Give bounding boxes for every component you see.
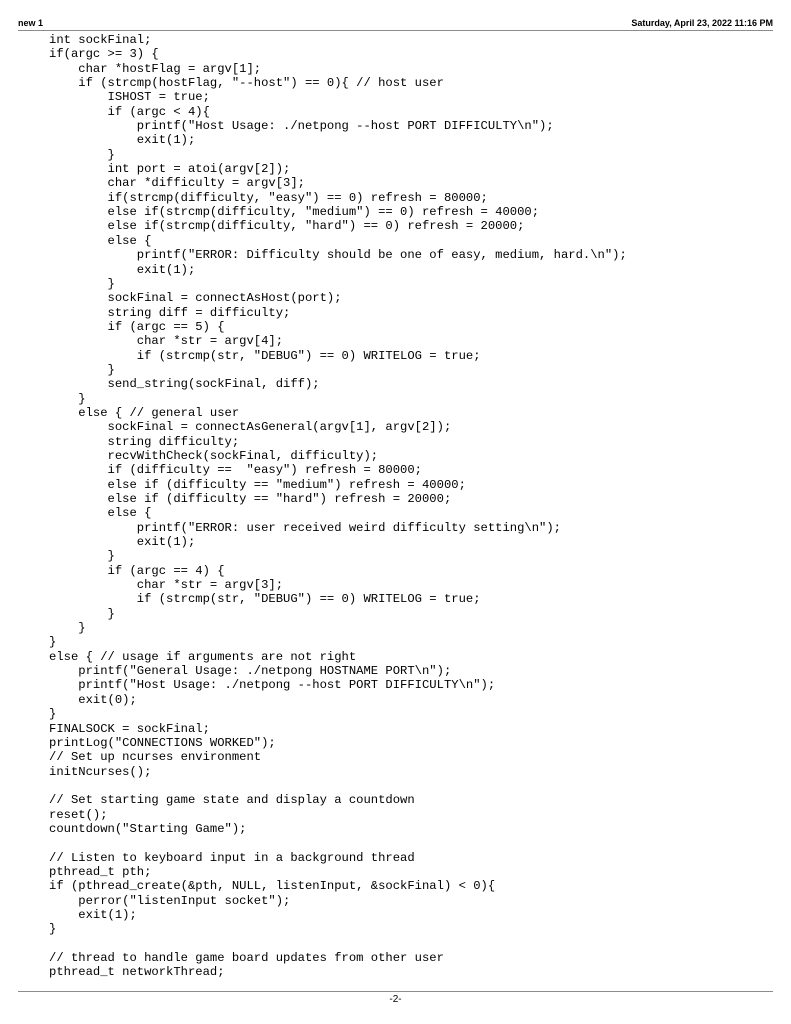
code-line: FINALSOCK = sockFinal;	[49, 721, 210, 736]
code-line: }	[49, 147, 115, 162]
code-listing	[49, 33, 627, 980]
code-line: if (argc < 4){	[49, 104, 210, 119]
code-line: }	[49, 391, 86, 406]
code-line: printf("ERROR: user received weird difficulty setting\n");	[49, 520, 561, 535]
code-line: send_string(sockFinal, diff);	[49, 377, 320, 392]
code-line: printf("Host Usage: ./netpong --host PORT DIFFICULTY\n");	[49, 119, 554, 134]
code-line: // Set starting game state and display a countdown	[49, 793, 415, 808]
code-line: char *str = argv[3];	[49, 578, 284, 593]
code-line: string difficulty;	[49, 434, 240, 449]
code-line: char *str = argv[4];	[49, 334, 284, 349]
code-line: }	[49, 707, 57, 722]
code-line: else { // general user	[49, 405, 240, 420]
code-line: sockFinal = connectAsGeneral(argv[1], argv[2]);	[49, 420, 452, 435]
code-line: }	[49, 606, 115, 621]
page-header	[18, 16, 773, 30]
code-line: pthread_t pth;	[49, 864, 152, 879]
code-line: else { // usage if arguments are not right	[49, 649, 357, 664]
code-line: printf("Host Usage: ./netpong --host PORT DIFFICULTY\n");	[49, 678, 496, 693]
header-divider	[18, 30, 773, 31]
code-line	[49, 779, 627, 793]
code-line: int port = atoi(argv[2]);	[49, 162, 291, 177]
print-datetime: Saturday, April 23, 2022 11:16 PM	[631, 18, 773, 28]
code-line: string diff = difficulty;	[49, 305, 291, 320]
code-line: printLog("CONNECTIONS WORKED");	[49, 735, 276, 750]
code-line: }	[49, 549, 115, 564]
code-line: pthread_t networkThread;	[49, 965, 225, 980]
code-line: recvWithCheck(sockFinal, difficulty);	[49, 448, 379, 463]
code-line: // thread to handle game board updates from other user	[49, 951, 444, 965]
code-line: }	[49, 276, 115, 291]
code-line: perror("listenInput socket");	[49, 893, 291, 908]
code-line: if (argc == 5) {	[49, 319, 225, 334]
code-line: exit(0);	[49, 692, 137, 707]
code-line: // Set up ncurses environment	[49, 750, 262, 765]
code-line: char *hostFlag = argv[1];	[49, 61, 262, 76]
code-line: exit(1);	[49, 262, 196, 277]
code-line: if (pthread_create(&pth, NULL, listenInput, &sockFinal) < 0){	[49, 879, 496, 894]
code-line: if (strcmp(str, "DEBUG") == 0) WRITELOG = true;	[49, 348, 481, 363]
code-line: if(strcmp(difficulty, "easy") == 0) refresh = 80000;	[49, 190, 488, 205]
code-line: if (strcmp(str, "DEBUG") == 0) WRITELOG = true;	[49, 592, 481, 607]
code-line: else {	[49, 233, 152, 248]
code-line: countdown("Starting Game");	[49, 821, 247, 836]
code-line: sockFinal = connectAsHost(port);	[49, 291, 342, 306]
code-line: initNcurses();	[49, 764, 152, 779]
code-line	[49, 937, 627, 951]
code-line: if (difficulty == "easy") refresh = 80000;	[49, 463, 422, 478]
code-line: printf("ERROR: Difficulty should be one of easy, medium, hard.\n");	[49, 248, 627, 263]
page-number: -2-	[389, 994, 402, 1005]
code-line: }	[49, 362, 115, 377]
file-name: new 1	[18, 18, 44, 28]
code-line: printf("General Usage: ./netpong HOSTNAME PORT\n");	[49, 664, 452, 679]
code-line: exit(1);	[49, 535, 196, 550]
code-line: }	[49, 621, 86, 636]
code-line: exit(1);	[49, 907, 137, 922]
code-line: else if (difficulty == "medium") refresh = 40000;	[49, 477, 466, 492]
code-line: else if (difficulty == "hard") refresh = 20000;	[49, 492, 452, 506]
code-line: else if(strcmp(difficulty, "hard") == 0) refresh = 20000;	[49, 219, 525, 234]
code-line: int sockFinal;	[49, 33, 152, 47]
code-line: if (argc == 4) {	[49, 563, 225, 578]
code-line: }	[49, 635, 57, 650]
code-line: if(argc >= 3) {	[49, 47, 159, 62]
code-line: reset();	[49, 807, 108, 822]
footer-divider	[18, 991, 773, 992]
code-line: else {	[49, 506, 152, 521]
code-line: }	[49, 922, 57, 937]
code-line	[49, 836, 627, 850]
code-line: else if(strcmp(difficulty, "medium") == 0) refresh = 40000;	[49, 205, 540, 220]
code-line: // Listen to keyboard input in a background thread	[49, 850, 415, 865]
code-line: if (strcmp(hostFlag, "--host") == 0){ // host user	[49, 76, 444, 91]
code-line: exit(1);	[49, 133, 196, 148]
code-line: ISHOST = true;	[49, 90, 210, 105]
code-line: char *difficulty = argv[3];	[49, 176, 305, 191]
